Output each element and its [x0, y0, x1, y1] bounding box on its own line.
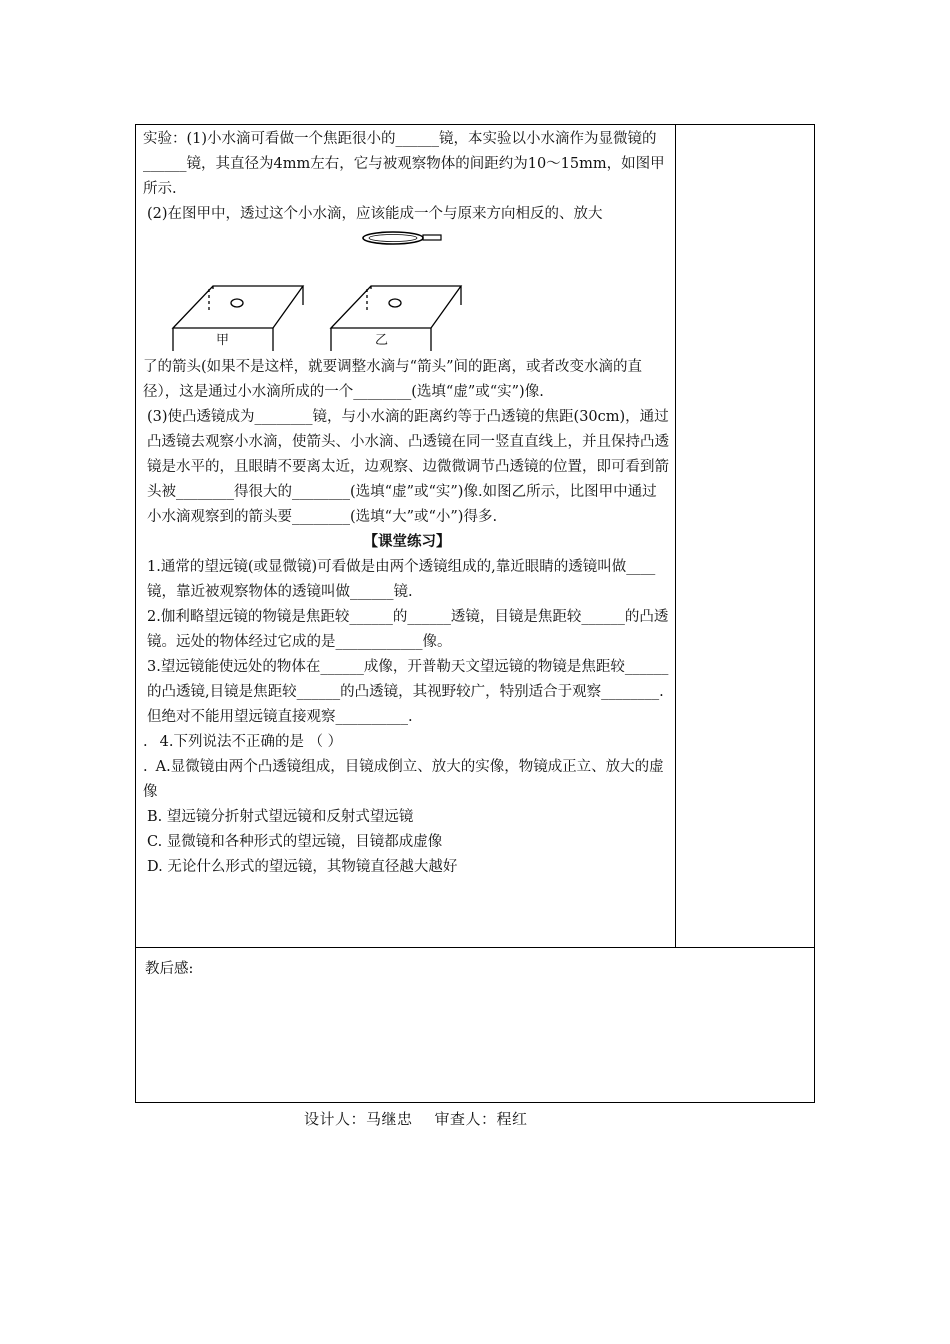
table-diagram — [143, 227, 473, 355]
designer: 设计人：马继忠 — [304, 1110, 413, 1128]
stray-dot: . — [143, 734, 148, 750]
experiment-part-1: 实验：(1)小水滴可看做一个焦距很小的______镜，本实验以小水滴作为显微镜的______镜，其直径为4mm左右，它与被观察物体的间距约为10～15mm，如图甲所示. — [143, 131, 665, 197]
experiment-part-2: (2)在图甲中，透过这个小水滴，应该能成一个与原来方向相反的、放大 — [147, 206, 603, 222]
reviewer: 审查人：程红 — [434, 1110, 528, 1128]
experiment-part-2-continued: 了的箭头(如果不是这样，就要调整水滴与“箭头”间的距离，或者改变水滴的直径），这是通过小水滴所成的一个________(选填“虚”或“实”)像. — [143, 359, 642, 400]
figure-label-a: 甲 — [216, 333, 230, 348]
experiment-figure — [143, 227, 671, 355]
row-divider — [136, 947, 814, 948]
figure-label-b: 乙 — [375, 333, 389, 348]
practice-q1: 1.通常的望远镜(或显微镜)可看做是由两个透镜组成的,靠近眼睛的透镜叫做____镜，靠近被观察物体的透镜叫做______镜. — [147, 559, 656, 600]
convex-lens — [363, 232, 423, 244]
experiment-part-3: (3)使凸透镜成为________镜，与小水滴的距离约等于凸透镜的焦距(30cm)，通过凸透镜去观察小水滴，使箭头、小水滴、凸透镜在同一竖直直线上，并且保持凸透镜是水平的，且眼睛不要离太近，边观察、边微微调节凸透镜的位置，即可看到箭头被________得很大的________(选填“虚”或“实”)像.如图乙所示，比图甲中通过小水滴观察到的箭头要________(选填“大”或“小”)得多. — [147, 409, 669, 525]
stray-dot: . — [143, 759, 148, 775]
teaching-reflection-label: 教后感: — [145, 961, 194, 977]
water-drop-a — [231, 299, 243, 307]
practice-q4 — [143, 730, 671, 755]
practice-q4-option-d: D. 无论什么形式的望远镜，其物镜直径越大越好 — [147, 859, 458, 875]
footer — [304, 1108, 528, 1129]
main-cell — [143, 127, 671, 880]
practice-q4-option-c: C. 显微镜和各种形式的望远镜，目镜都成虚像 — [147, 834, 443, 850]
practice-q4-option-a — [143, 755, 671, 805]
practice-q3: 3.望远镜能使远处的物体在______成像，开普勒天文望远镜的物镜是焦距较______的凸透镜,目镜是焦距较______的凸透镜，其视野较广，特别适合于观察________. 但绝对不能用望远镜直接观察__________. — [147, 659, 669, 725]
lesson-table — [135, 124, 815, 1103]
practice-q4-option-b: B. 望远镜分折射式望远镜和反射式望远镜 — [147, 809, 414, 825]
practice-q2: 2.伽利略望远镜的物镜是焦距较______的______透镜，目镜是焦距较______的凸透镜。远处的物体经过它成的是____________像。 — [147, 609, 669, 650]
column-divider — [675, 125, 676, 947]
practice-q4-text: 4.下列说法不正确的是 （ ） — [159, 734, 343, 750]
water-drop-b — [389, 299, 401, 307]
practice-q4-option-a-text: A.显微镜由两个凸透镜组成，目镜成倒立、放大的实像，物镜成正立、放大的虚像 — [143, 759, 664, 800]
practice-title: 【课堂练习】 — [363, 534, 451, 550]
lens-handle — [423, 235, 441, 240]
